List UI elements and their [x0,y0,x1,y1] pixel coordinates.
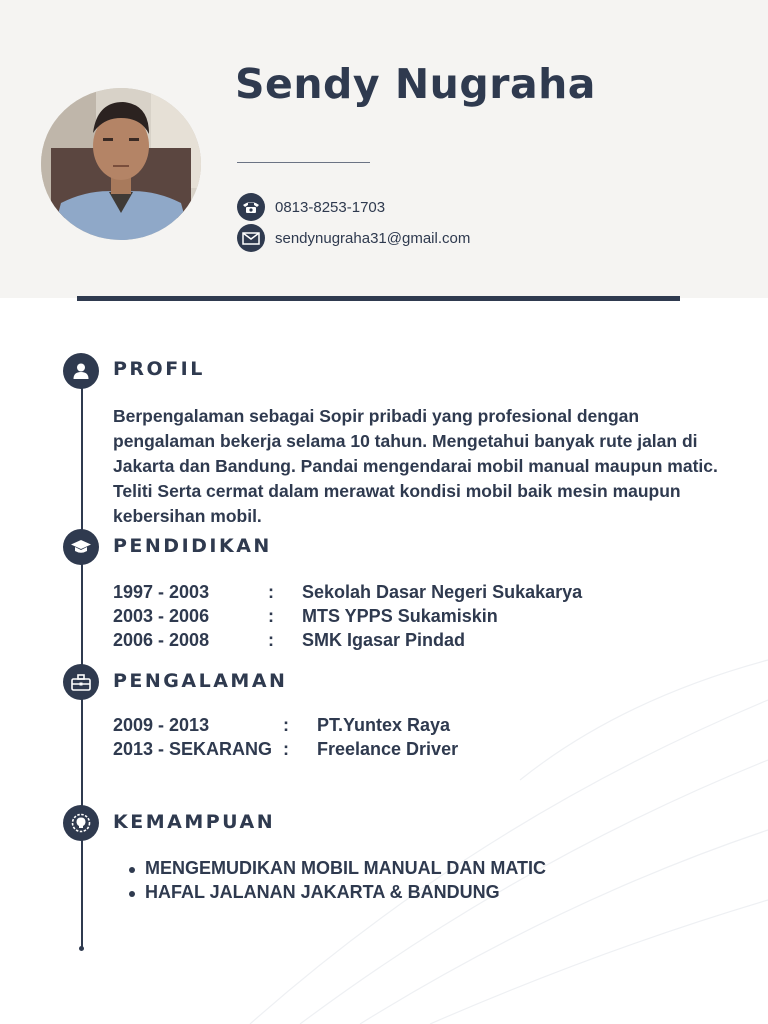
education-separator: : [268,606,274,626]
skills-list [127,858,546,906]
header-divider-bar [77,296,680,301]
timeline-end-dot [79,946,84,951]
lightbulb-icon [63,805,99,841]
education-separator: : [268,630,274,650]
education-school: Sekolah Dasar Negeri Sukakarya [302,582,583,602]
profile-photo-image [41,88,201,240]
email-icon [237,224,265,252]
skills-section-title: KEMAMPUAN [113,811,276,833]
profile-summary: Berpengalaman sebagai Sopir pribadi yang profesional dengan pengalaman bekerja selama 10 tahun. Mengetahui banyak rute jalan di Jakarta dan Bandung. Pandai mengendarai mobil manual maupun matic. Teliti Serta cermat dalam merawat kondisi mobil baik mesin maupun kebersihan mobil. [113,406,718,526]
experience-years: 2009 - 2013 [113,715,210,735]
education-years: 2006 - 2008 [113,630,210,650]
education-section-title: PENDIDIKAN [113,535,272,557]
user-icon [63,353,99,389]
education-years: 2003 - 2006 [113,606,210,626]
experience-company: Freelance Driver [317,739,459,759]
experience-section-title: PENGALAMAN [113,670,288,692]
experience-separator: : [283,739,289,759]
email-address: sendynugraha31@gmail.com [275,229,471,247]
name-divider [237,162,370,163]
skill-item: MENGEMUDIKAN MOBIL MANUAL DAN MATIC [127,858,546,882]
skill-item: HAFAL JALANAN JAKARTA & BANDUNG [127,882,546,906]
candidate-name: Sendy Nugraha [235,60,596,108]
graduation-cap-icon [63,529,99,565]
briefcase-icon [63,664,99,700]
timeline-line [81,371,83,949]
education-school: MTS YPPS Sukamiskin [302,606,498,626]
phone-number: 0813-8253-1703 [275,198,386,216]
email-contact [237,224,470,252]
phone-icon [237,193,265,221]
education-school: SMK Igasar Pindad [302,630,466,650]
profile-photo [41,88,201,240]
education-years: 1997 - 2003 [113,582,210,602]
experience-company: PT.Yuntex Raya [317,715,451,735]
experience-separator: : [283,715,289,735]
education-separator: : [268,582,274,602]
profile-section-title: PROFIL [113,358,205,380]
experience-years: 2013 - SEKARANG [113,739,273,759]
phone-contact [237,193,385,221]
